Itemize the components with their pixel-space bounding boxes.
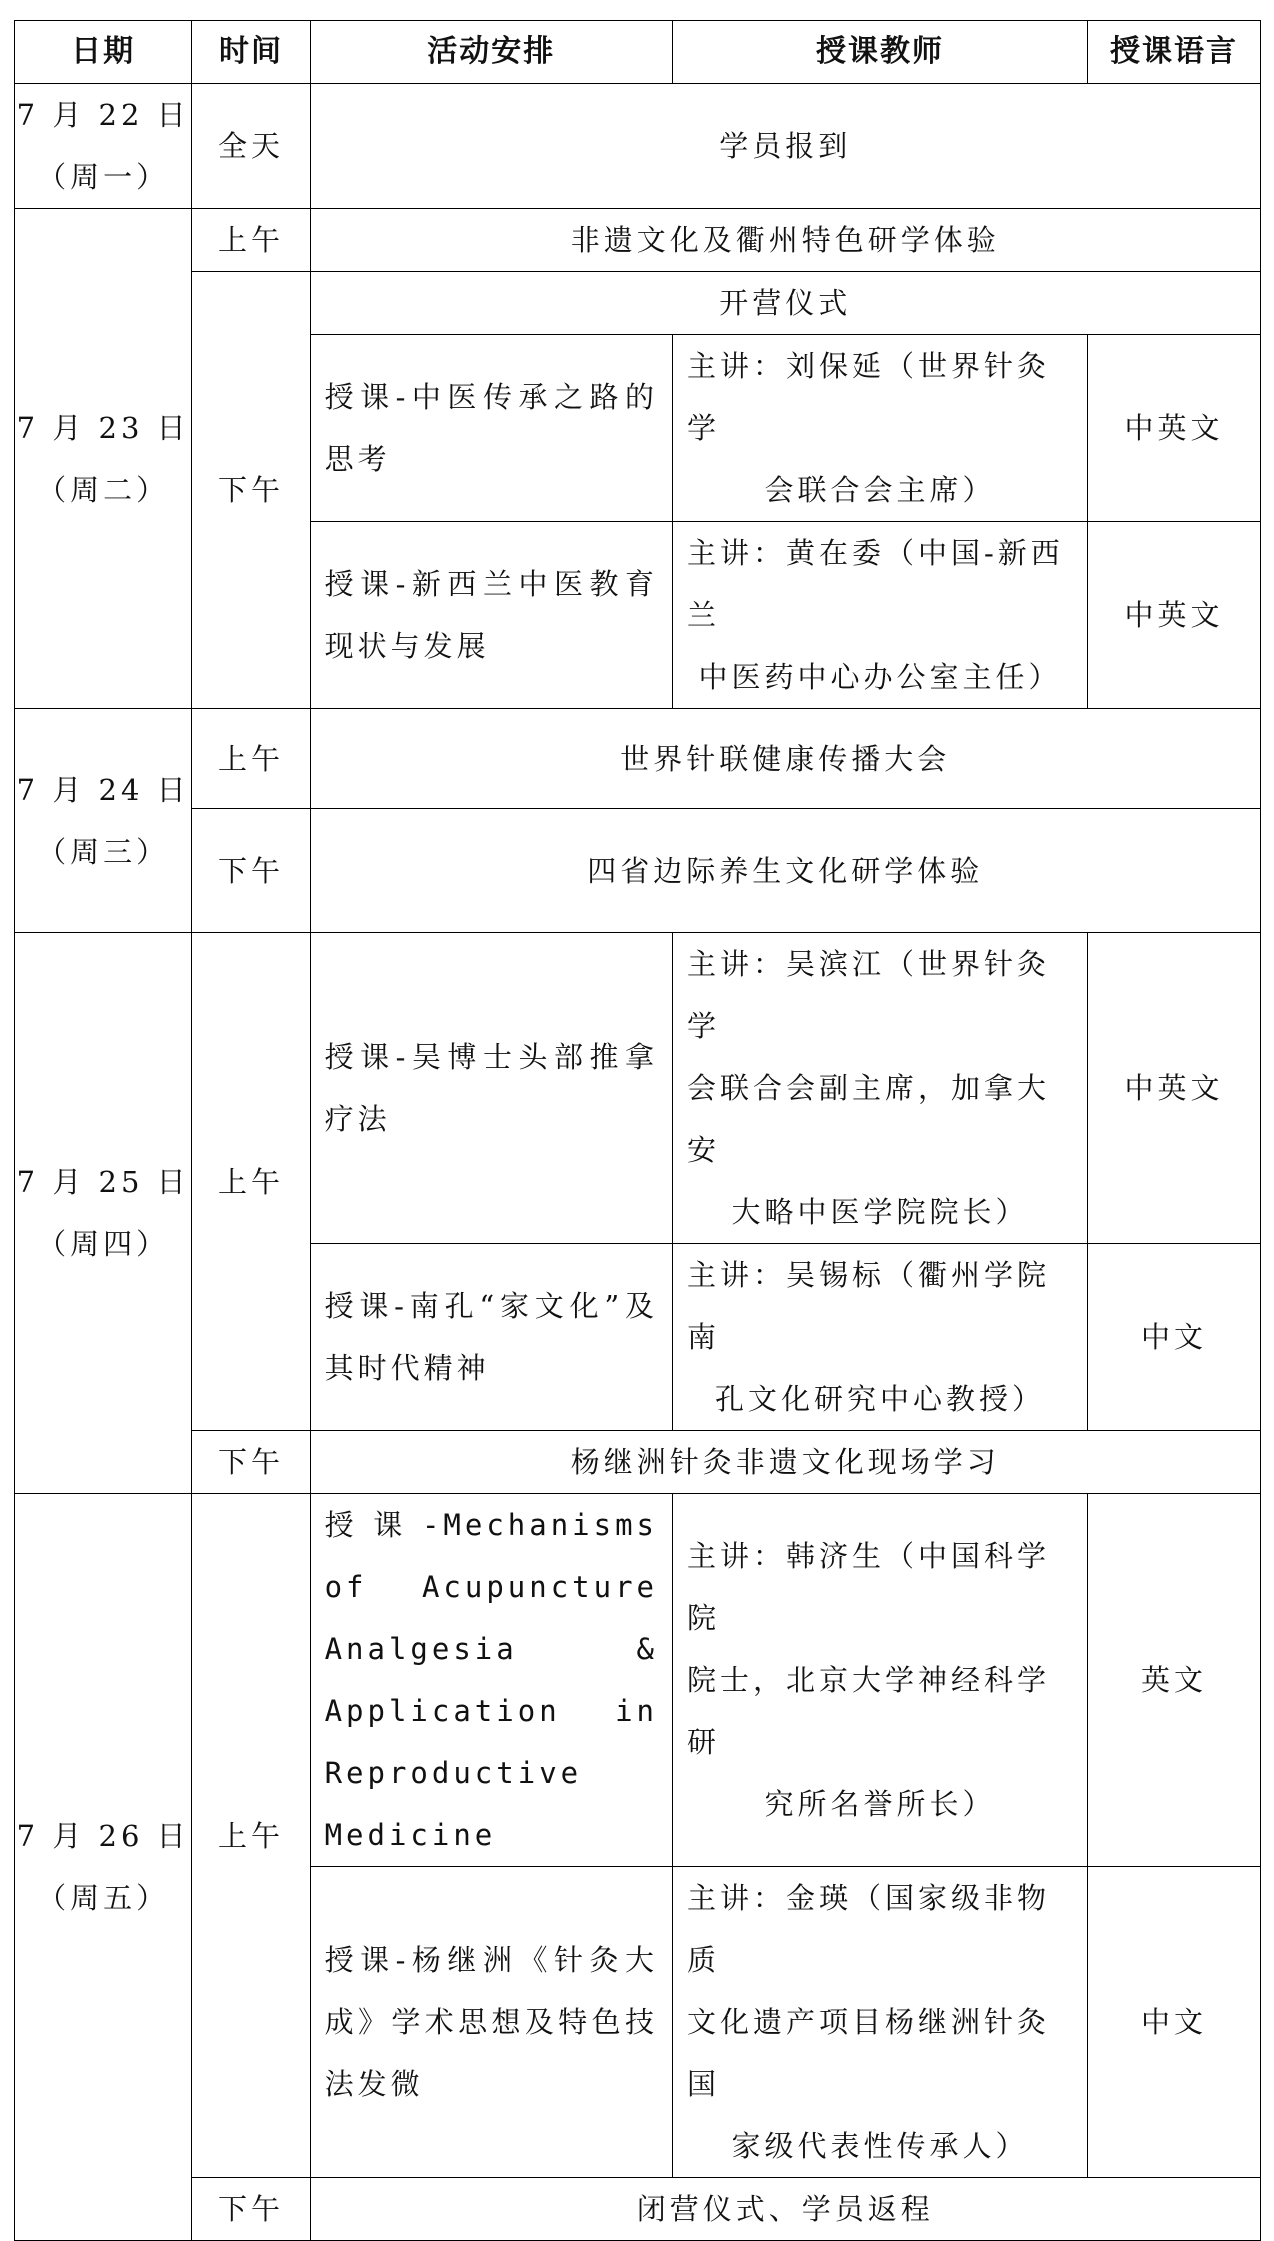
teacher-line: 中医药中心办公室主任） (698, 660, 1062, 694)
date-text: 7 月 23 日 (16, 410, 190, 445)
date-cell (15, 1494, 192, 2241)
teacher-cell (673, 933, 1088, 1244)
time-cell: 下午 (192, 809, 310, 933)
date-text: 7 月 25 日 (16, 1165, 190, 1199)
weekday-text: （周三） (37, 834, 170, 869)
teacher-line: 究所名誉所长） (764, 1787, 996, 1821)
teacher-cell (673, 1867, 1088, 2178)
teacher-line: 主讲：金瑛（国家级非物质 (687, 1881, 1051, 1977)
date-text: 7 月 26 日 (16, 1819, 190, 1853)
date-cell (15, 933, 192, 1494)
teacher-line: 主讲：吴锡标（衢州学院南 (687, 1258, 1051, 1354)
teacher-line: 家级代表性传承人） (731, 2129, 1029, 2163)
activity-cell: 杨继洲针灸非遗文化现场学习 (310, 1431, 1260, 1494)
header-language: 授课语言 (1087, 21, 1260, 84)
time-cell: 全天 (192, 84, 310, 209)
teacher-line: 大略中医学院院长） (731, 1195, 1029, 1229)
header-row (15, 21, 1261, 84)
weekday-text: （周一） (37, 160, 170, 194)
header-activity: 活动安排 (310, 21, 672, 84)
language-cell: 中文 (1087, 1867, 1260, 2178)
time-cell: 下午 (192, 2178, 310, 2241)
date-text: 7 月 22 日 (16, 98, 190, 132)
course-cell: 授课-中医传承之路的思考 (310, 335, 672, 522)
weekday-text: （周五） (37, 1881, 170, 1915)
time-cell: 下午 (192, 272, 310, 709)
teacher-line: 主讲：刘保延（世界针灸学 (687, 349, 1051, 445)
date-cell (15, 709, 192, 933)
time-cell: 上午 (192, 933, 310, 1431)
language-cell: 中英文 (1087, 933, 1260, 1244)
teacher-line: 主讲：吴滨江（世界针灸学 (687, 947, 1051, 1043)
course-cell: 授课-吴博士头部推拿疗法 (310, 933, 672, 1244)
activity-cell: 四省边际养生文化研学体验 (310, 809, 1260, 933)
teacher-cell (673, 1494, 1088, 1867)
time-cell: 上午 (192, 209, 310, 272)
course-cell: 授课-Mechanisms of Acupuncture Analgesia & Application in Reproductive Medicine (310, 1494, 672, 1867)
table-row (15, 272, 1261, 335)
date-text: 7 月 24 日 (16, 772, 190, 807)
language-cell: 中英文 (1087, 335, 1260, 522)
course-cell: 授课-新西兰中医教育现状与发展 (310, 522, 672, 709)
language-cell: 英文 (1087, 1494, 1260, 1867)
teacher-cell (673, 522, 1088, 709)
table-row (15, 1431, 1261, 1494)
table-row (15, 709, 1261, 809)
teacher-line: 会联合会副主席，加拿大安 (687, 1071, 1051, 1167)
date-cell (15, 84, 192, 209)
schedule-table (14, 20, 1261, 2241)
activity-cell: 世界针联健康传播大会 (310, 709, 1260, 809)
table-row (15, 1494, 1261, 1867)
time-cell: 上午 (192, 1494, 310, 2178)
teacher-cell (673, 335, 1088, 522)
activity-cell: 开营仪式 (310, 272, 1260, 335)
activity-cell: 学员报到 (310, 84, 1260, 209)
teacher-line: 文化遗产项目杨继洲针灸国 (687, 2005, 1051, 2101)
activity-cell: 非遗文化及衢州特色研学体验 (310, 209, 1260, 272)
language-cell: 中英文 (1087, 522, 1260, 709)
weekday-text: （周四） (37, 1227, 170, 1261)
language-cell: 中文 (1087, 1244, 1260, 1431)
teacher-line: 院士，北京大学神经科学研 (687, 1663, 1051, 1759)
teacher-cell (673, 1244, 1088, 1431)
teacher-line: 主讲：韩济生（中国科学院 (687, 1539, 1051, 1635)
header-teacher: 授课教师 (673, 21, 1088, 84)
weekday-text: （周二） (37, 472, 170, 507)
table-row (15, 84, 1261, 209)
teacher-line: 孔文化研究中心教授） (714, 1382, 1045, 1416)
time-cell: 下午 (192, 1431, 310, 1494)
table-row (15, 809, 1261, 933)
header-time: 时间 (192, 21, 310, 84)
teacher-line: 主讲：黄在委（中国-新西兰 (687, 536, 1064, 632)
course-cell: 授课-杨继洲《针灸大成》学术思想及特色技法发微 (310, 1867, 672, 2178)
activity-cell: 闭营仪式、学员返程 (310, 2178, 1260, 2241)
course-cell: 授课-南孔“家文化”及其时代精神 (310, 1244, 672, 1431)
date-cell (15, 209, 192, 709)
table-row (15, 933, 1261, 1244)
header-date: 日期 (15, 21, 192, 84)
time-cell: 上午 (192, 709, 310, 809)
table-row (15, 2178, 1261, 2241)
table-row (15, 209, 1261, 272)
teacher-line: 会联合会主席） (764, 473, 996, 507)
